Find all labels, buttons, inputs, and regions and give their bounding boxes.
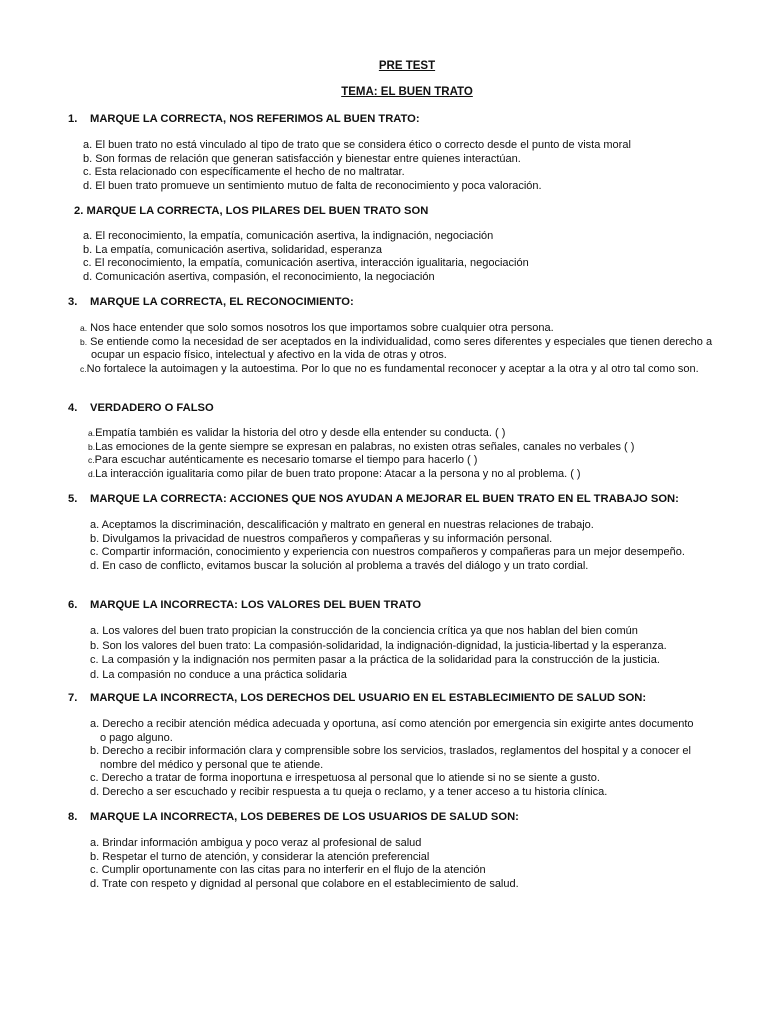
question-number: 4. <box>68 402 78 414</box>
option-c: c. El reconocimiento, la empatía, comunicación asertiva, interacción igualitaria, negociación <box>83 257 529 269</box>
option-a <box>88 427 634 441</box>
option-c: c. Compartir información, conocimiento y experiencia con nuestros compañeros y compañeras para un mejor desempeño. <box>90 546 685 558</box>
question-5-heading <box>68 493 679 505</box>
option-letter: b. <box>80 336 88 347</box>
option-a: a. El buen trato no está vinculado al tipo de trato que se considera ético o correcto desde el punto de vista moral <box>83 139 631 151</box>
option-letter: c. <box>88 455 95 465</box>
document-title: PRE TEST <box>378 60 436 72</box>
option-c <box>88 454 634 468</box>
option-d: d. Comunicación asertiva, compasión, el reconocimiento, la negociación <box>83 270 435 283</box>
question-text: MARQUE LA CORRECTA, EL RECONOCIMIENTO: <box>90 296 354 308</box>
option-d: d. En caso de conflicto, evitamos buscar la solución al problema a través del diálogo y un trato cordial. <box>90 559 589 572</box>
option-text: Para escuchar auténticamente es necesario tomarse el tiempo para hacerlo ( ) <box>94 454 478 466</box>
option-a: a. El reconocimiento, la empatía, comunicación asertiva, la indignación, negociación <box>83 230 494 242</box>
question-text: VERDADERO O FALSO <box>90 402 214 414</box>
option-d: d. Trate con respeto y dignidad al personal que colabore en el establecimiento de salud. <box>90 877 519 890</box>
question-8-options <box>90 837 519 891</box>
question-number: 3. <box>68 296 78 308</box>
question-1-heading <box>68 113 420 125</box>
option-a: a. Derecho a recibir atención médica adecuada y oportuna, así como atención por emergencia sin exigirte antes documento o pago alguno. <box>90 718 694 744</box>
question-7-heading <box>68 692 646 704</box>
question-number: 5. <box>68 493 78 505</box>
question-text: MARQUE LA CORRECTA, LOS PILARES DEL BUEN TRATO SON <box>86 205 429 217</box>
option-letter: b. <box>88 441 96 452</box>
option-text: Las emociones de la gente siempre se expresan en palabras, no existen otras señales, canales no verbales ( ) <box>95 440 635 453</box>
question-4-heading <box>68 402 214 414</box>
option-text: Nos hace entender que solo somos nosotros los que importamos sobre cualquier otra persona. <box>90 322 554 334</box>
question-8-heading <box>68 811 519 823</box>
option-b: b. Respetar el turno de atención, y considerar la atención preferencial <box>90 850 430 863</box>
question-3-heading <box>68 296 354 308</box>
question-4-options <box>88 427 634 481</box>
question-2-heading <box>74 205 428 217</box>
option-b <box>88 441 634 455</box>
option-letter: c. <box>80 363 87 374</box>
question-7-options <box>90 718 695 799</box>
question-text: MARQUE LA INCORRECTA: LOS VALORES DEL BUEN TRATO <box>90 599 422 611</box>
document-subtitle: TEMA: EL BUEN TRATO <box>341 86 473 98</box>
option-text: Empatía también es validar la historia del otro y desde ella entender su conducta. ( ) <box>95 427 506 439</box>
option-d: d. Derecho a ser escuchado y recibir respuesta a tu queja o reclamo, y a tener acceso a tu historia clínica. <box>90 785 608 798</box>
option-a: a. Aceptamos la discriminación, descalificación y maltrato en general en nuestras relaciones de trabajo. <box>90 519 594 531</box>
question-text: MARQUE LA INCORRECTA, LOS DERECHOS DEL USUARIO EN EL ESTABLECIMIENTO DE SALUD SON: <box>90 692 647 704</box>
option-a: a. Los valores del buen trato propician la construcción de la conciencia crítica ya que nos hablan del bien común <box>90 625 638 637</box>
option-letter: a. <box>80 323 88 333</box>
question-text: MARQUE LA CORRECTA: ACCIONES QUE NOS AYUDAN A MEJORAR EL BUEN TRATO EN EL TRABAJO SON: <box>90 493 679 505</box>
option-a <box>80 322 720 336</box>
question-text: MARQUE LA INCORRECTA, LOS DEBERES DE LOS USUARIOS DE SALUD SON: <box>90 811 519 823</box>
option-b <box>80 336 720 363</box>
option-text: No fortalece la autoimagen y la autoestima. Por lo que no es fundamental reconocer y aceptar a la otra y al otro tal como son. <box>86 362 699 375</box>
question-number: 2. <box>74 205 84 217</box>
option-b: b. Son formas de relación que generan satisfacción y bienestar entre quienes interactúan. <box>83 152 521 165</box>
question-number: 7. <box>68 692 78 704</box>
option-c: c. Cumplir oportunamente con las citas para no interferir en el flujo de la atención <box>90 864 486 876</box>
question-2-options <box>83 230 529 284</box>
question-1-options <box>83 139 631 193</box>
option-letter: d. <box>88 468 96 479</box>
option-c: c. Derecho a tratar de forma inoportuna e irrespetuosa al personal que lo atiende si no se siente a gusto. <box>90 772 600 784</box>
question-text: MARQUE LA CORRECTA, NOS REFERIMOS AL BUEN TRATO: <box>90 113 420 125</box>
option-b: b. Son los valores del buen trato: La compasión-solidaridad, la indignación-dignidad, la justicia-libertad y la esperanza. <box>90 639 667 652</box>
question-5-options <box>90 519 691 573</box>
option-b: b. Derecho a recibir información clara y comprensible sobre los servicios, traslados, reglamentos del hospital y a conocer el nombre del médico y personal que te atiende. <box>90 745 691 771</box>
option-b: b. Divulgamos la privacidad de nuestros compañeros y compañeras y su información personal. <box>90 532 553 545</box>
option-d: d. El buen trato promueve un sentimiento mutuo de falta de reconocimiento y poca valoración. <box>83 179 542 192</box>
option-d <box>88 468 634 482</box>
option-c: c. La compasión y la indignación nos permiten pasar a la práctica de la solidaridad para la construcción de la justicia. <box>90 654 660 666</box>
question-number: 8. <box>68 811 78 823</box>
option-d: d. La compasión no conduce a una práctica solidaria <box>90 668 347 681</box>
option-letter: a. <box>88 428 96 438</box>
option-text: Se entiende como la necesidad de ser aceptados en la individualidad, como seres diferentes y especiales que tienen derecho a ocupar un espacio físico, intelectual y afectivo en la vida de otras y otros. <box>90 335 713 361</box>
question-3-options <box>80 322 720 376</box>
option-a: a. Brindar información ambigua y poco veraz al profesional de salud <box>90 837 422 849</box>
question-number: 1. <box>68 113 78 125</box>
question-6-options <box>90 624 667 682</box>
option-b: b. La empatía, comunicación asertiva, solidaridad, esperanza <box>83 243 383 256</box>
question-number: 6. <box>68 599 78 611</box>
option-c <box>80 363 720 377</box>
question-6-heading <box>68 599 421 611</box>
option-text: La interacción igualitaria como pilar de buen trato propone: Atacar a la persona y no al problema. ( ) <box>95 467 581 480</box>
option-c: c. Esta relacionado con específicamente el hecho de no maltratar. <box>83 166 405 178</box>
